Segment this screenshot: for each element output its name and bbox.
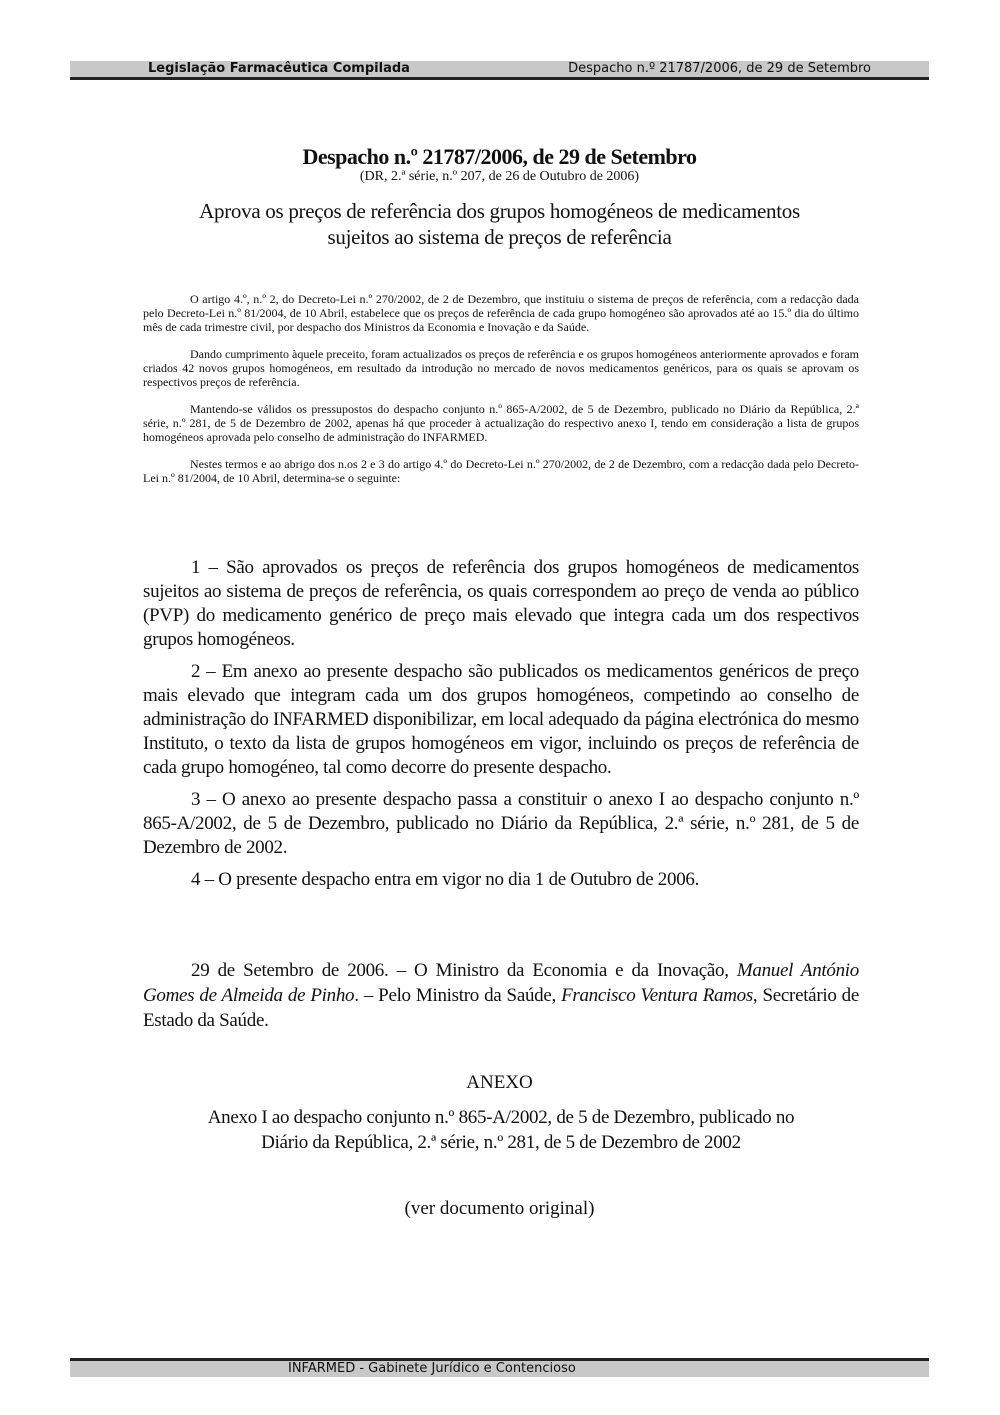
header-document-reference: Despacho n.º 21787/2006, de 29 de Setembro xyxy=(568,61,871,76)
header-publication-title: Legislação Farmacêutica Compilada xyxy=(148,61,410,76)
annex-heading: ANEXO xyxy=(466,1072,533,1093)
document-source: (DR, 2.ª série, n.º 207, de 26 de Outubro de 2006) xyxy=(359,169,640,184)
footer-text: INFARMED - Gabinete Jurídico e Contencioso xyxy=(288,1361,576,1376)
annex-title-line-2: Diário da República, 2.ª série, n.º 281, de 5 de Dezembro de 2002 xyxy=(261,1132,741,1153)
signature-end: , Secretário de Estado da Saúde. xyxy=(143,985,859,1031)
document-subject xyxy=(70,198,929,250)
preamble-paragraph: Nestes termos e ao abrigo dos n.os 2 e 3 do artigo 4.º do Decreto-Lei n.º 270/2002, de 2 de Dezembro, com a redacção dada pelo Decreto-Lei n.º 81/2004, de 10 Abril, determina-se o seguinte: xyxy=(143,457,859,485)
article-paragraph: 2 – Em anexo ao presente despacho são publicados os medicamentos genéricos de preço mais elevado que integram cada um dos grupos homogéneos, competindo ao conselho de administração do INFARMED disponibilizar, em local adequado da página electrónica do mesmo Instituto, o texto da lista de grupos homogéneos em vigor, incluindo os preços de referência de cada grupo homogéneo, tal como decorre do presente despacho. xyxy=(143,661,859,778)
page-footer xyxy=(70,1358,929,1377)
article-paragraph: 3 – O anexo ao presente despacho passa a constituir o anexo I ao despacho conjunto n.º 865-A/2002, de 5 de Dezembro, publicado no Diário da República, 2.ª série, n.º 281, de 5 de Dezembro de 2002. xyxy=(143,789,859,858)
annex-title-line-1: Anexo I ao despacho conjunto n.º 865-A/2002, de 5 de Dezembro, publicado no xyxy=(207,1107,795,1128)
preamble-paragraph: Dando cumprimento àquele preceito, foram actualizados os preços de referência e os grupos homogéneos anteriormente aprovados e foram criados 42 novos grupos homogéneos, em resultado da introdução no mercado de novos medicamentos genéricos, para os quais se aprovam os respectivos preços de referência. xyxy=(143,347,859,389)
signature-middle: . – Pelo Ministro da Saúde, xyxy=(354,985,562,1006)
document-title: Despacho n.º 21787/2006, de 29 de Setembro xyxy=(302,144,697,169)
signatory-2: Francisco Ventura Ramos xyxy=(561,985,753,1006)
article-paragraph: 1 – São aprovados os preços de referência dos grupos homogéneos de medicamentos sujeitos ao sistema de preços de referência, os quais correspondem ao preço de venda ao público (PVP) do medicamento genérico de preço mais elevado que integra cada um dos respectivos grupos homogéneos. xyxy=(143,557,859,650)
subject-line-1: Aprova os preços de referência dos grupos homogéneos de medicamentos xyxy=(199,199,800,223)
signature-paragraph xyxy=(143,958,859,1033)
annex-note: (ver documento original) xyxy=(404,1198,595,1219)
preamble xyxy=(143,292,859,498)
articles xyxy=(143,556,859,900)
article-paragraph: 4 – O presente despacho entra em vigor no dia 1 de Outubro de 2006. xyxy=(191,869,700,890)
signature-date: 29 de Setembro de 2006. – O Ministro da Economia e da Inovação, xyxy=(191,960,737,981)
signature-block xyxy=(143,958,859,1033)
page-header xyxy=(70,61,929,80)
preamble-paragraph: O artigo 4.º, n.º 2, do Decreto-Lei n.º 270/2002, de 2 de Dezembro, que instituiu o sistema de preços de referência, com a redacção dada pelo Decreto-Lei n.º 81/2004, de 10 Abril, estabelece que os preços de referência de cada grupo homogéneo são aprovados até ao 15.º dia do último mês de cada trimestre civil, por despacho dos Ministros da Economia e Inovação e da Saúde. xyxy=(143,292,859,334)
preamble-paragraph: Mantendo-se válidos os pressupostos do despacho conjunto n.º 865-A/2002, de 5 de Dezembro, publicado no Diário da República, 2.ª série, n.º 281, de 5 de Dezembro de 2002, apenas há que proceder à actualização do respectivo anexo I, tendo em consideração a lista de grupos homogéneos aprovada pelo conselho de administração do INFARMED. xyxy=(143,402,859,444)
signatory-1: Manuel António Gomes de Almeida de Pinho xyxy=(143,960,859,1006)
subject-line-2: sujeitos ao sistema de preços de referência xyxy=(327,225,672,249)
annex-title xyxy=(143,1105,859,1155)
